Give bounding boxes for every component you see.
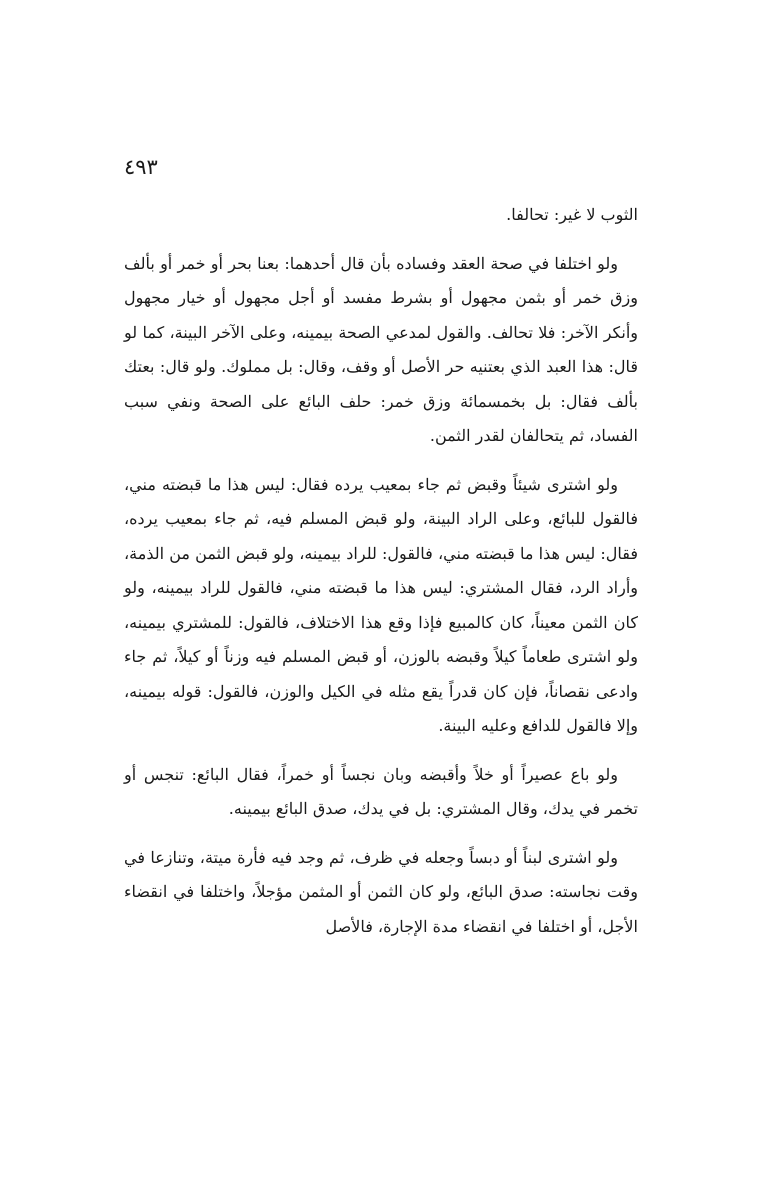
paragraph-3: ولو اشترى شيئاً وقبض ثم جاء بمعيب يرده فقال: ليس هذا ما قبضته مني، فالقول للبائع، وعلى الراد البينة، ولو قبض المسلم فيه، ثم جاء بمعيب يرده، فقال: ليس هذا ما قبضته مني، فالقول: للراد بيمينه، ولو قبض الثمن من الذمة، وأراد الرد، فقال المشتري: ليس هذا ما قبضته مني، فالقول للراد بيمينه، ولو كان الثمن معيناً، كان كالمبيع فإذا وقع هذا الاختلاف، فالقول: للمشتري بيمينه، ولو اشترى طعاماً كيلاً وقبضه بالوزن، أو قبض المسلم فيه وزناً أو كيلاً، ثم جاء وادعى نقصاناً، فإن كان قدراً يقع مثله في الكيل والوزن، فالقول: قوله بيمينه، وإلا فالقول للدافع وعليه البينة. [124, 474, 638, 735]
paragraph-1: الثوب لا غير: تحالفا. [506, 205, 638, 224]
paragraph-4: ولو باع عصيراً أو خلاً وأقبضه وبان نجساً أو خمراً، فقال البائع: تنجس أو تخمر في يدك، وقال المشتري: بل في يدك، صدق البائع بيمينه. [124, 764, 638, 818]
paragraph-5: ولو اشترى لبناً أو دبساً وجعله في ظرف، ثم وجد فيه فأرة ميتة، وتنازعا في وقت نجاسته: صدق البائع، ولو كان الثمن أو المثمن مؤجلاً، واختلفا في انقضاء الأجل، أو اختلفا في انقضاء مدة الإجارة، فالأصل [124, 847, 638, 936]
paragraph-2: ولو اختلفا في صحة العقد وفساده بأن قال أحدهما: بعنا بحر أو خمر أو بألف وزق خمر أو بثمن مجهول أو بشرط مفسد أو أجل مجهول أو خيار مجهول وأنكر الآخر: فلا تحالف. والقول لمدعي الصحة بيمينه، وعلى الآخر البينة، كما لو قال: هذا العبد الذي بعتنيه حر الأصل أو وقف، وقال: بل مملوك. ولو قال: بعتك بألف فقال: بل بخمسمائة وزق خمر: حلف البائع على الصحة ونفي سبب الفساد، ثم يتحالفان لقدر الثمن. [124, 253, 638, 445]
page-body [124, 198, 638, 958]
page-number: ٤٩٣ [124, 155, 158, 179]
